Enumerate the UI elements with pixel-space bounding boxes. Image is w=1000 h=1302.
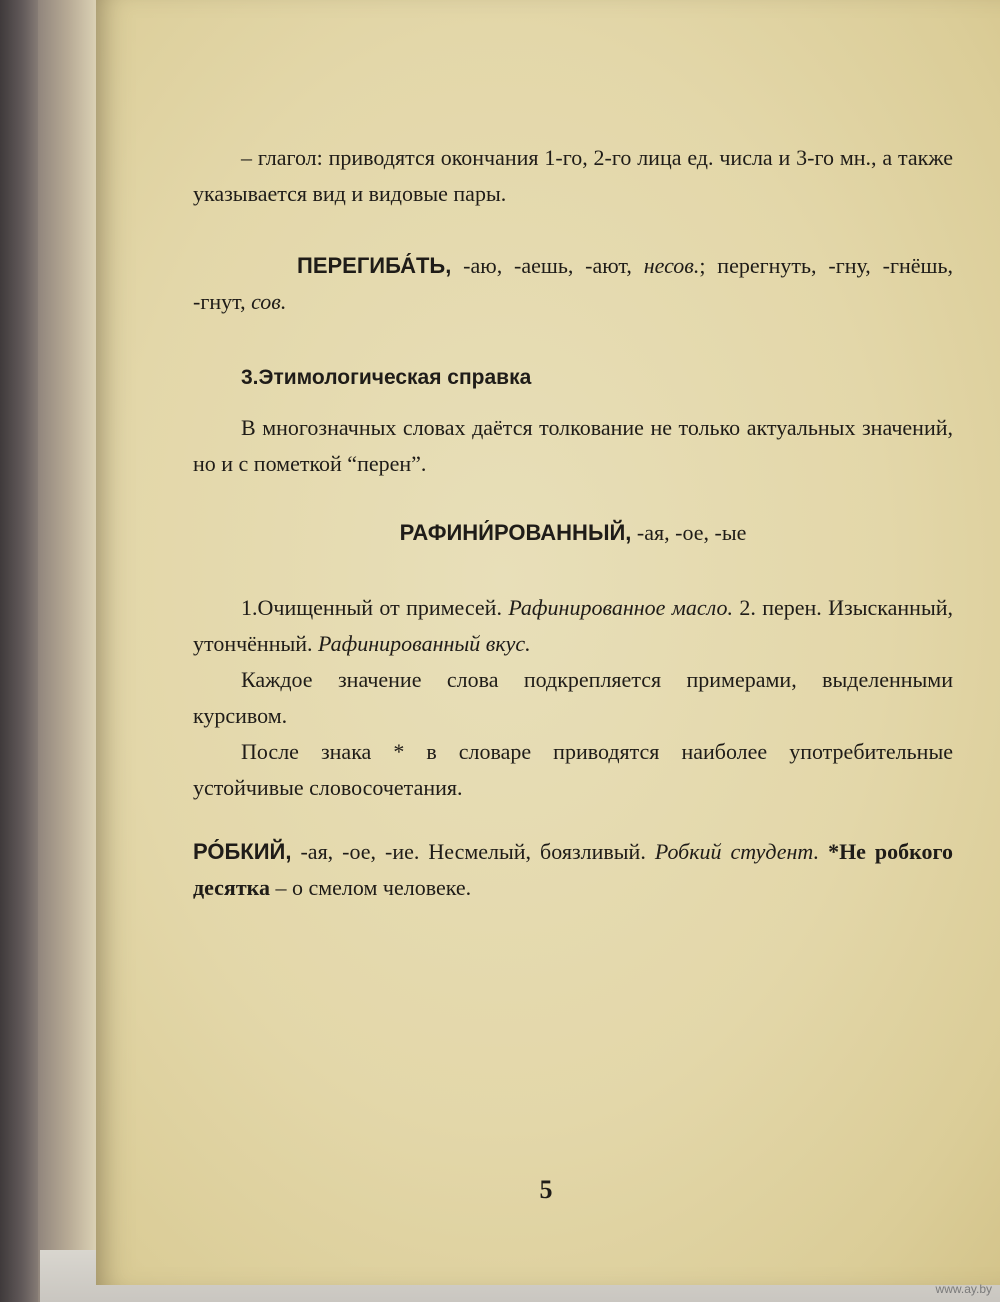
entry-forms: -ая, -ое, -ие. Несмелый, боязливый.	[291, 839, 655, 864]
entry-robky	[193, 834, 953, 906]
example-text: Рафинированный вкус.	[318, 631, 531, 656]
entry-forms: -ая, -ое, -ые	[631, 520, 747, 545]
polysemy-paragraph: В многозначных словах даётся толкование не только актуальных значений, но и с пометкой “перен”.	[193, 415, 953, 476]
example-text: Рафинированное масло.	[508, 595, 733, 620]
section-title: 3.Этимологическая справка	[241, 366, 532, 389]
book-page	[96, 0, 1000, 1285]
entry-forms: ; перегнуть, -гну, -гнёшь, -гнут,	[193, 253, 953, 314]
aspect-label: сов.	[251, 289, 287, 314]
definition-text: 2. перен. Изысканный, утончённый.	[193, 595, 954, 656]
examples-paragraph: Каждое значение слова подкрепляется примерами, выделенными курсивом.	[193, 667, 953, 728]
headword: РАФИНИ́РОВАННЫЙ,	[399, 520, 632, 545]
example-text: Робкий студент.	[654, 839, 820, 864]
definition-text: 1.Очищенный от примесей.	[241, 595, 509, 620]
book-spine	[0, 0, 38, 1302]
page-number: 5	[539, 1175, 553, 1204]
entry-peregibat	[193, 248, 953, 320]
idiom-text: *Не робкого десятка	[193, 839, 953, 900]
headword: ПЕРЕГИБА́ТЬ,	[297, 253, 452, 278]
headword: РО́БКИЙ,	[193, 839, 292, 864]
aspect-label: несов.	[643, 253, 700, 278]
idioms-paragraph: После знака * в словаре приводятся наиболее употребительные устойчивые словосочетания.	[193, 739, 953, 800]
definition-paragraph	[193, 590, 953, 662]
entry-rafinirovanny	[193, 515, 953, 551]
idiom-meaning: – о смелом человеке.	[269, 875, 472, 900]
entry-forms: -аю, -аешь, -ают,	[451, 253, 644, 278]
watermark: www.ay.by	[935, 1282, 992, 1296]
verb-paragraph: – глагол: приводятся окончания 1-го, 2-го лица ед. числа и 3-го мн., а также указывается вид и видовые пары.	[193, 145, 953, 206]
